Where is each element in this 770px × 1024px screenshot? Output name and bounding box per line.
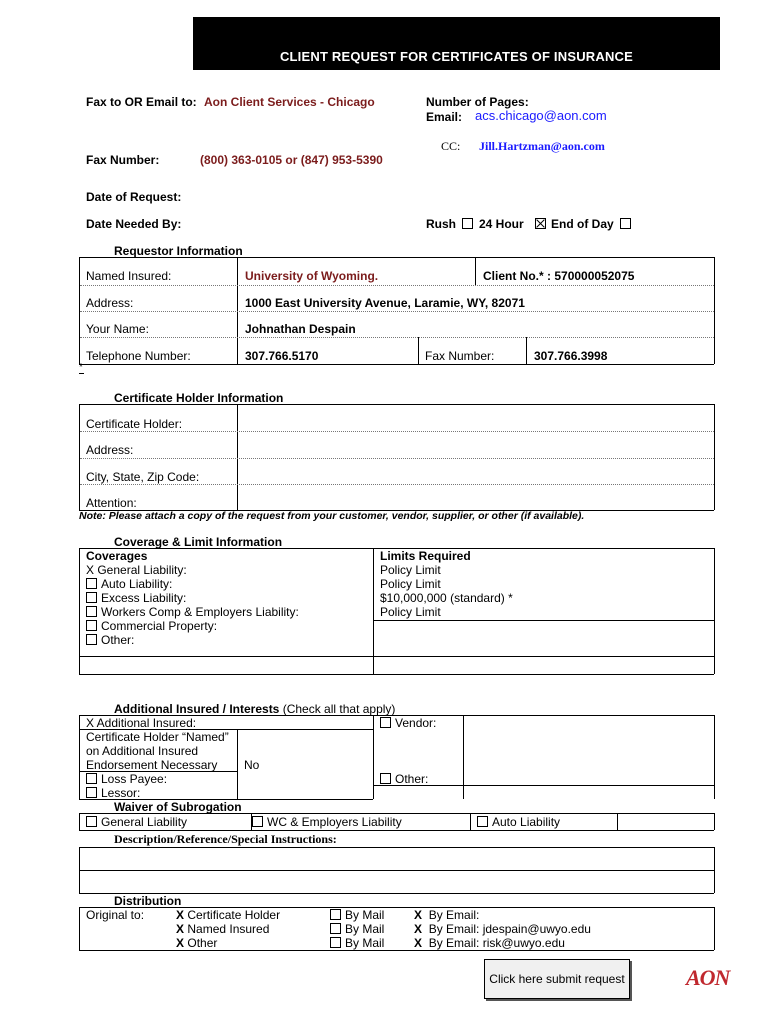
named-value[interactable]: No: [244, 758, 260, 772]
dist-type-certificate-holder[interactable]: X Certificate Holder: [176, 908, 281, 922]
email-label: Email:: [426, 110, 463, 124]
certificate-holder-label: Certificate Holder:: [86, 417, 183, 431]
dist-email-2[interactable]: X By Email: jdespain@uwyo.edu: [414, 922, 591, 936]
dist-type-other[interactable]: X Other: [176, 936, 218, 950]
fax-number-value: (800) 363-0105 or (847) 953-5390: [200, 153, 383, 167]
fax-value[interactable]: 307.766.3998: [534, 349, 608, 363]
vendor-checkbox[interactable]: [380, 717, 391, 728]
waiver-wc-label: WC & Employers Liability: [267, 815, 402, 829]
eod-label: End of Day: [551, 217, 614, 231]
attach-note: Note: Please attach a copy of the request from your customer, vendor, supplier, or other (if available).: [79, 510, 585, 522]
mail-checkbox[interactable]: [330, 937, 341, 948]
hour24-option[interactable]: [479, 217, 550, 231]
coverage-row-excess[interactable]: [86, 591, 186, 605]
dist-type-label: Named Insured: [187, 922, 270, 936]
fax-or-email-value: Aon Client Services - Chicago: [204, 95, 375, 109]
limit-workers: Policy Limit: [380, 605, 441, 619]
named-line2: on Additional Insured: [86, 744, 199, 758]
limits-header: Limits Required: [380, 549, 471, 563]
distribution-section-label: Distribution: [114, 894, 182, 908]
loss-payee-checkbox[interactable]: [86, 773, 97, 784]
coverage-row-auto[interactable]: [86, 577, 172, 591]
rush-option[interactable]: [426, 217, 477, 231]
telephone-value[interactable]: 307.766.5170: [245, 349, 319, 363]
address-value[interactable]: 1000 East University Avenue, Laramie, WY, 82071: [245, 296, 525, 310]
waiver-gl-option[interactable]: [86, 815, 187, 829]
asterisk-note: *: [79, 362, 83, 373]
fax-number-label: Fax Number:: [86, 153, 160, 167]
waiver-auto-option[interactable]: [477, 815, 560, 829]
eod-option[interactable]: [551, 217, 635, 231]
dist-type-named-insured[interactable]: X Named Insured: [176, 922, 270, 936]
named-insured-value[interactable]: University of Wyoming.: [245, 269, 379, 283]
loss-payee-option[interactable]: [86, 772, 167, 786]
waiver-auto-label: Auto Liability: [492, 815, 561, 829]
vendor-option[interactable]: [380, 716, 436, 730]
holder-address-label: Address:: [86, 443, 134, 457]
coverage-section-label: Coverage & Limit Information: [114, 535, 283, 549]
original-to-label: Original to:: [86, 908, 145, 922]
limit-auto: Policy Limit: [380, 577, 441, 591]
waiver-gl-label: General Liability: [101, 815, 188, 829]
waiver-gl-checkbox[interactable]: [86, 816, 97, 827]
page-title: CLIENT REQUEST FOR CERTIFICATES OF INSURANCE: [279, 49, 634, 64]
other-option[interactable]: [380, 772, 428, 786]
other-checkbox[interactable]: [86, 634, 97, 645]
email-label: By Email: jdespain@uwyo.edu: [428, 922, 591, 936]
coverage-label: Other:: [101, 633, 135, 647]
rush-label: Rush: [426, 217, 456, 231]
lessor-checkbox[interactable]: [86, 787, 97, 798]
coverage-label: General Liability:: [97, 563, 187, 577]
eod-checkbox[interactable]: [620, 218, 631, 229]
aon-logo: AON: [686, 965, 730, 990]
lessor-label: Lessor:: [101, 786, 141, 800]
coverages-header: Coverages: [86, 549, 148, 563]
coverage-label: Commercial Property:: [101, 619, 218, 633]
client-no[interactable]: [483, 269, 634, 283]
auto-checkbox[interactable]: [86, 578, 97, 589]
coverage-row-property[interactable]: [86, 619, 217, 633]
asterisk-underline: [79, 373, 84, 374]
lessor-option[interactable]: [86, 786, 140, 800]
coverage-row-other[interactable]: [86, 633, 134, 647]
dist-mail-1[interactable]: [330, 908, 384, 922]
email-label: By Email: risk@uwyo.edu: [428, 936, 565, 950]
coverage-row-workers[interactable]: [86, 605, 299, 619]
instructions-label: Description/Reference/Special Instructions:: [114, 832, 337, 846]
limit-excess: $10,000,000 (standard) *: [380, 591, 513, 605]
dist-type-label: Other: [187, 936, 218, 950]
coverage-label: Auto Liability:: [101, 577, 173, 591]
email-label: By Email:: [428, 908, 480, 922]
other-interest-checkbox[interactable]: [380, 773, 391, 784]
mail-label: By Mail: [345, 936, 385, 950]
your-name-label: Your Name:: [86, 322, 149, 336]
dist-mail-3[interactable]: [330, 936, 384, 950]
dist-mail-2[interactable]: [330, 922, 384, 936]
additional-section-label: [114, 702, 395, 716]
limit-general: Policy Limit: [380, 563, 441, 577]
client-no-value: : 570000052075: [547, 269, 635, 283]
holder-attention-label: Attention:: [86, 496, 137, 510]
other-interest-label: Other:: [395, 772, 429, 786]
client-no-label: Client No.*: [483, 269, 544, 283]
telephone-label: Telephone Number:: [86, 349, 191, 363]
additional-insured-label[interactable]: X Additional Insured:: [86, 716, 197, 730]
address-label: Address:: [86, 296, 134, 310]
additional-section-note: (Check all that apply): [282, 702, 396, 716]
hour24-label: 24 Hour: [479, 217, 524, 231]
named-line1: Certificate Holder “Named”: [86, 730, 229, 744]
dist-type-label: Certificate Holder: [187, 908, 281, 922]
property-checkbox[interactable]: [86, 620, 97, 631]
named-line3: Endorsement Necessary: [86, 758, 218, 772]
additional-section-bold: Additional Insured / Interests: [114, 702, 280, 716]
mail-label: By Mail: [345, 922, 385, 936]
cc-label: CC:: [441, 139, 461, 153]
mail-label: By Mail: [345, 908, 385, 922]
dist-email-1[interactable]: X By Email:: [414, 908, 480, 922]
email-value[interactable]: acs.chicago@aon.com: [475, 108, 607, 123]
waiver-auto-checkbox[interactable]: [477, 816, 488, 827]
vendor-label: Vendor:: [395, 716, 437, 730]
cc-value[interactable]: Jill.Hartzman@aon.com: [479, 139, 605, 153]
waiver-wc-option[interactable]: [252, 815, 402, 829]
named-insured-label: Named Insured:: [86, 269, 172, 283]
fax-or-email-label: Fax to OR Email to:: [86, 95, 197, 109]
workers-checkbox[interactable]: [86, 606, 97, 617]
submit-request-button[interactable]: Click here submit request: [484, 959, 630, 999]
coverage-label: Excess Liability:: [101, 591, 187, 605]
holder-city-label: City, State, Zip Code:: [86, 470, 200, 484]
date-request-label: Date of Request:: [86, 190, 182, 204]
mail-checkbox[interactable]: [330, 923, 341, 934]
hour24-checkbox[interactable]: [535, 218, 546, 229]
waiver-section-label: Waiver of Subrogation: [114, 800, 242, 814]
dist-email-3[interactable]: X By Email: risk@uwyo.edu: [414, 936, 565, 950]
date-needed-label: Date Needed By:: [86, 217, 182, 231]
excess-checkbox[interactable]: [86, 592, 97, 603]
loss-payee-label: Loss Payee:: [101, 772, 168, 786]
rush-checkbox[interactable]: [462, 218, 473, 229]
mail-checkbox[interactable]: [330, 909, 341, 920]
your-name-value[interactable]: Johnathan Despain: [245, 322, 356, 336]
coverage-row-general[interactable]: X General Liability:: [86, 563, 187, 577]
pages-label: Number of Pages:: [426, 95, 529, 109]
fax-label: Fax Number:: [425, 349, 495, 363]
holder-section-label: Certificate Holder Information: [114, 391, 284, 405]
coverage-label: Workers Comp & Employers Liability:: [101, 605, 299, 619]
waiver-wc-checkbox[interactable]: [252, 816, 263, 827]
requestor-section-label: Requestor Information: [114, 244, 243, 258]
